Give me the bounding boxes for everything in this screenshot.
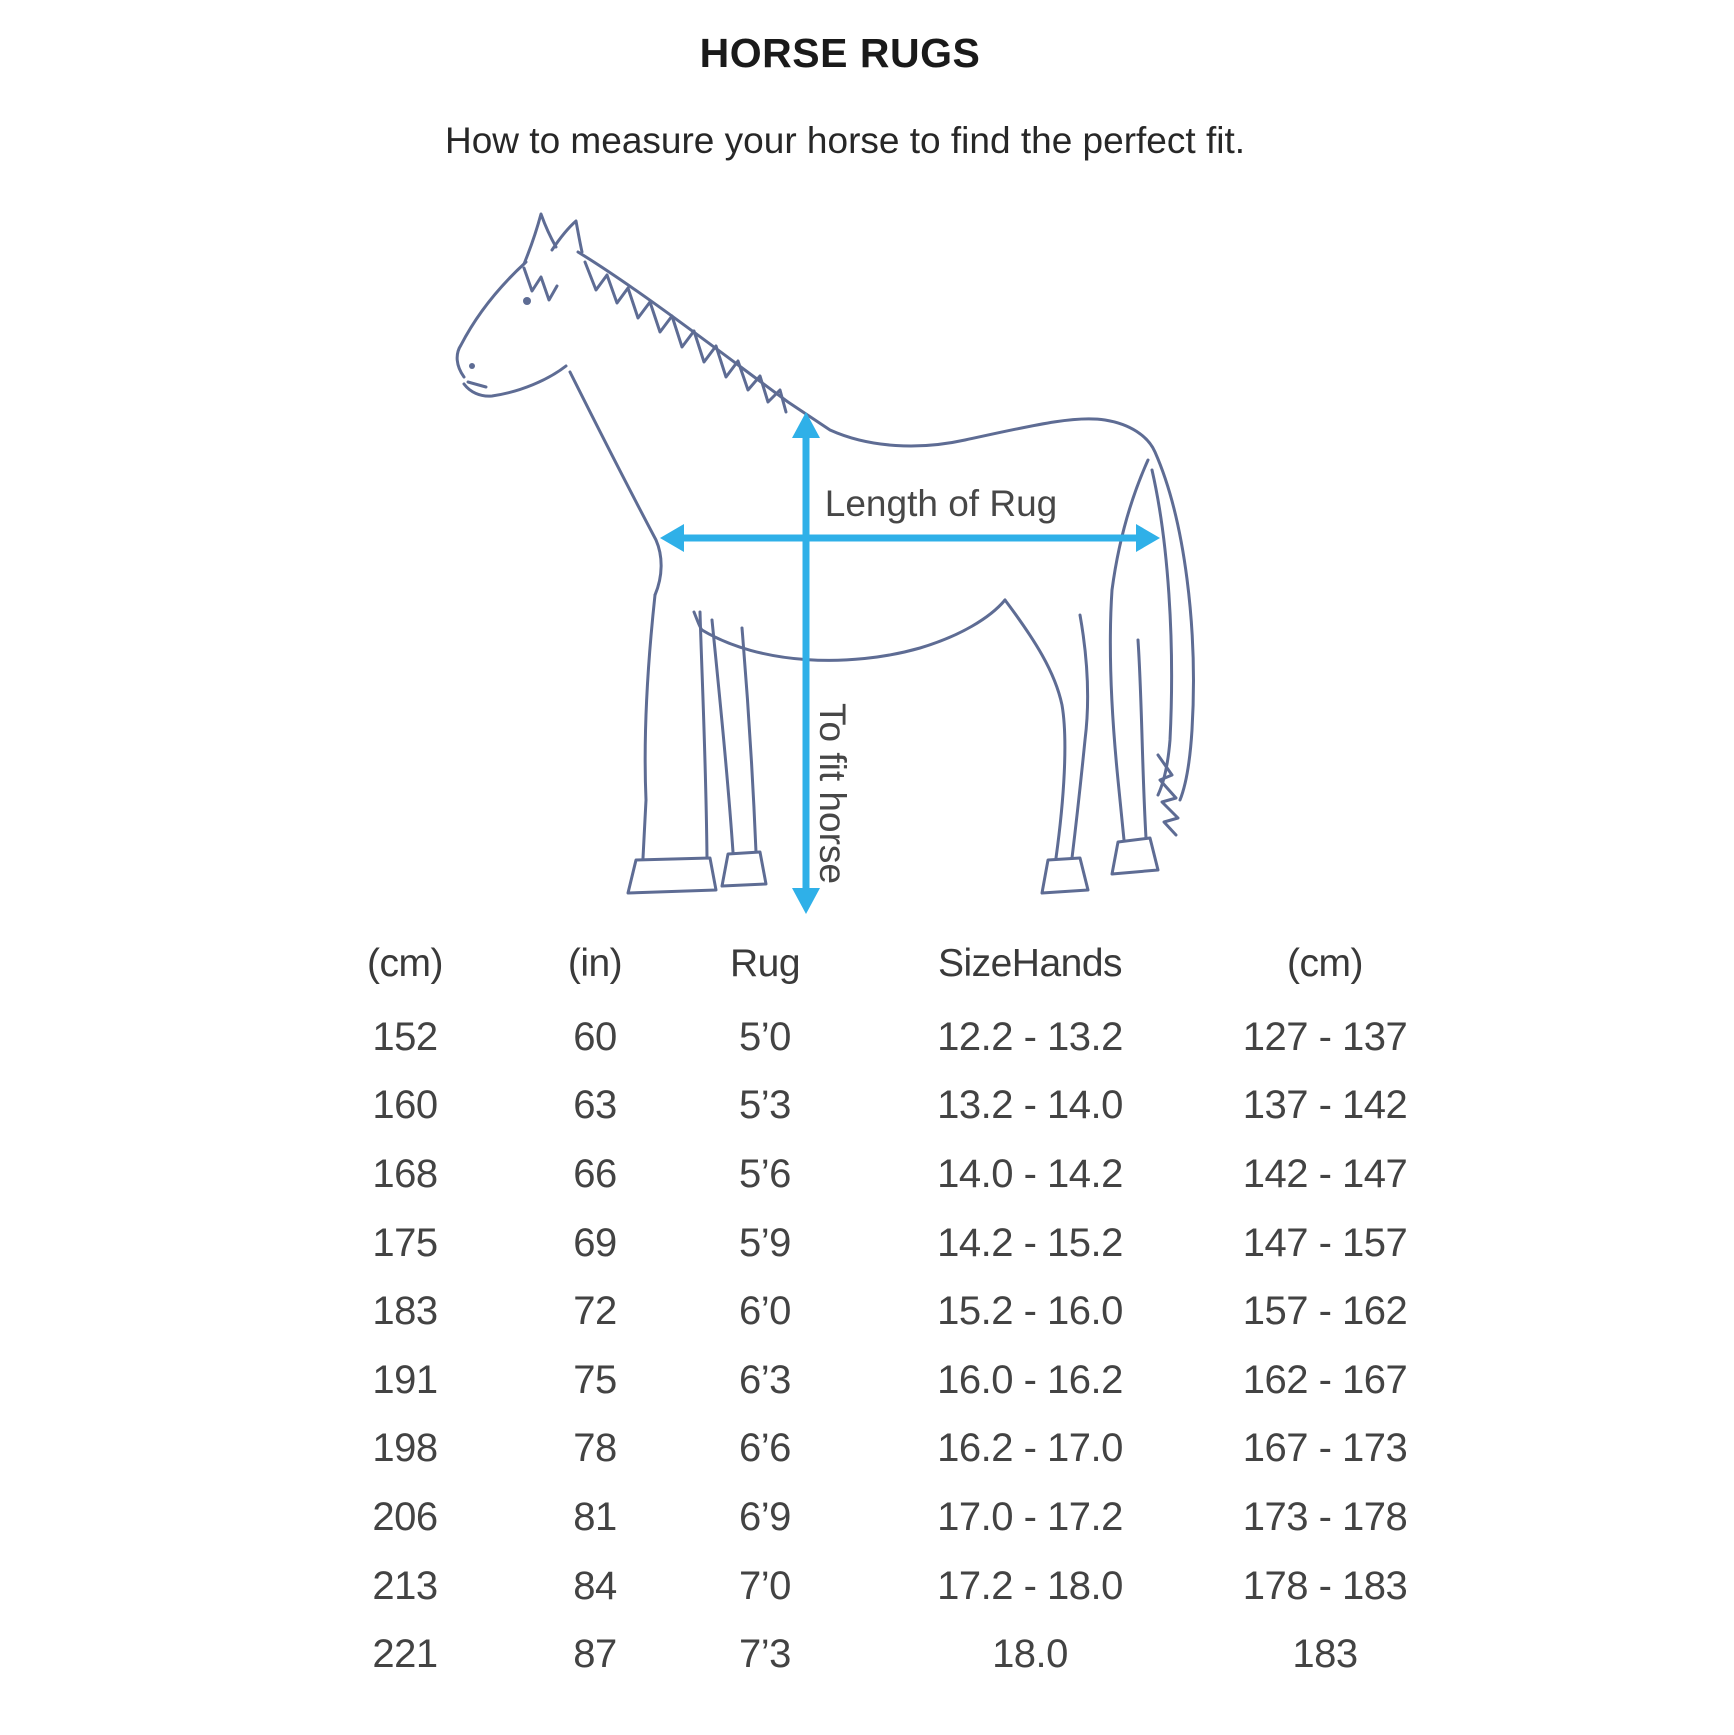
table-cell: 183 (372, 1289, 438, 1334)
table-cell: 5’3 (739, 1083, 791, 1128)
table-cell: 14.0 - 14.2 (937, 1151, 1123, 1196)
horse-tail (1152, 470, 1172, 795)
table-cell: 6’9 (739, 1494, 791, 1539)
table-cell: 183 (1292, 1632, 1358, 1677)
horse-hoof (628, 858, 716, 893)
table-row (290, 1483, 1450, 1552)
table-cell: 87 (573, 1632, 617, 1677)
table-cell: 15.2 - 16.0 (937, 1289, 1123, 1334)
horse-front-leg (700, 612, 707, 858)
table-cell: 78 (573, 1426, 617, 1471)
horse-front-leg (643, 595, 655, 858)
table-cell: 178 - 183 (1242, 1563, 1408, 1608)
header-cell-tofit-in: (in) (567, 942, 623, 985)
to-fit-horse-label: To fit horse (812, 703, 853, 884)
table-cell: 6’6 (739, 1426, 791, 1471)
table-cell: 127 - 137 (1242, 1014, 1408, 1059)
horse-back (578, 252, 1193, 800)
table-cell: 75 (573, 1357, 617, 1402)
table-cell: 206 (372, 1494, 438, 1539)
horse-diagram-svg (380, 180, 1260, 940)
table-cell: 137 - 142 (1242, 1083, 1408, 1128)
table-cell: 5’0 (739, 1014, 791, 1059)
table-cell: 6’3 (739, 1357, 791, 1402)
table-cell: 198 (372, 1426, 438, 1471)
table-cell: 81 (573, 1494, 617, 1539)
table-cell: 6’0 (739, 1289, 791, 1334)
table-cell: 7’0 (739, 1563, 791, 1608)
table-row (290, 1620, 1450, 1689)
table-cell: 168 (372, 1151, 438, 1196)
header-cell-tofit-cm: (cm) (367, 942, 443, 985)
horse-mouth (468, 382, 486, 387)
table-cell: 221 (372, 1632, 438, 1677)
table-row (290, 1003, 1450, 1072)
table-cell: 157 - 162 (1242, 1289, 1408, 1334)
table-cell: 14.2 - 15.2 (937, 1220, 1123, 1265)
table-cell: 173 - 178 (1242, 1494, 1408, 1539)
table-cell: 5’6 (739, 1151, 791, 1196)
header-cell-hands-cm: (cm) (1287, 942, 1363, 985)
horse-measurement-diagram (380, 180, 1260, 940)
table-cell: 167 - 173 (1242, 1426, 1408, 1471)
table-row (290, 1552, 1450, 1621)
horse-eye (523, 297, 531, 305)
table-cell: 17.2 - 18.0 (937, 1563, 1123, 1608)
page-subtitle: How to measure your horse to find the perfect fit. (445, 120, 1245, 161)
length-arrowhead-left (660, 524, 684, 552)
horse-mane (585, 262, 786, 412)
height-arrowhead-bottom (792, 888, 820, 914)
table-cell: 69 (573, 1220, 617, 1265)
table-cell: 142 - 147 (1242, 1151, 1408, 1196)
horse-jaw (464, 366, 566, 396)
table-header-row (290, 925, 1450, 1003)
table-cell: 191 (372, 1357, 438, 1402)
table-cell: 63 (573, 1083, 617, 1128)
length-of-rug-label: Length of Rug (824, 483, 1058, 524)
header-cell-sizehands: SizeHands (937, 942, 1123, 985)
table-cell: 147 - 157 (1242, 1220, 1408, 1265)
horse-hind-leg (1005, 600, 1065, 858)
horse-front-leg (742, 628, 756, 852)
horse-face (457, 262, 526, 377)
table-cell: 17.0 - 17.2 (937, 1494, 1123, 1539)
table-cell: 18.0 (992, 1632, 1068, 1677)
length-arrowhead-right (1136, 524, 1160, 552)
table-cell: 12.2 - 13.2 (937, 1014, 1123, 1059)
table-cell: 72 (573, 1289, 617, 1334)
table-cell: 7’3 (739, 1632, 791, 1677)
horse-tail-hair (1158, 755, 1178, 835)
horse-front-leg (712, 620, 733, 852)
table-cell: 5’9 (739, 1220, 791, 1265)
table-row (290, 1072, 1450, 1141)
table-cell: 175 (372, 1220, 438, 1265)
horse-chest (570, 372, 661, 595)
horse-forelock (524, 268, 557, 300)
table-cell: 16.2 - 17.0 (937, 1426, 1123, 1471)
horse-hind-leg (1072, 615, 1088, 858)
horse-hoof (1042, 858, 1088, 893)
horse-ear (524, 214, 556, 264)
table-cell: 84 (573, 1563, 617, 1608)
horse-hoof (1112, 838, 1158, 874)
size-table (290, 925, 1450, 1689)
horse-nostril (469, 363, 475, 369)
horse-hind-leg (1138, 640, 1146, 838)
table-cell: 160 (372, 1083, 438, 1128)
horse-belly (694, 600, 1005, 660)
table-cell: 213 (372, 1563, 438, 1608)
header-cell-rug: Rug (729, 942, 801, 985)
table-cell: 60 (573, 1014, 617, 1059)
table-cell: 152 (372, 1014, 438, 1059)
table-cell: 162 - 167 (1242, 1357, 1408, 1402)
table-row (290, 1140, 1450, 1209)
table-row (290, 1277, 1450, 1346)
horse-hoof (722, 852, 766, 886)
table-row (290, 1346, 1450, 1415)
table-row (290, 1209, 1450, 1278)
table-cell: 66 (573, 1151, 617, 1196)
table-cell: 16.0 - 16.2 (937, 1357, 1123, 1402)
table-cell: 13.2 - 14.0 (937, 1083, 1123, 1128)
table-row (290, 1415, 1450, 1484)
height-arrowhead-top (792, 412, 820, 438)
page-title: HORSE RUGS (699, 30, 981, 76)
